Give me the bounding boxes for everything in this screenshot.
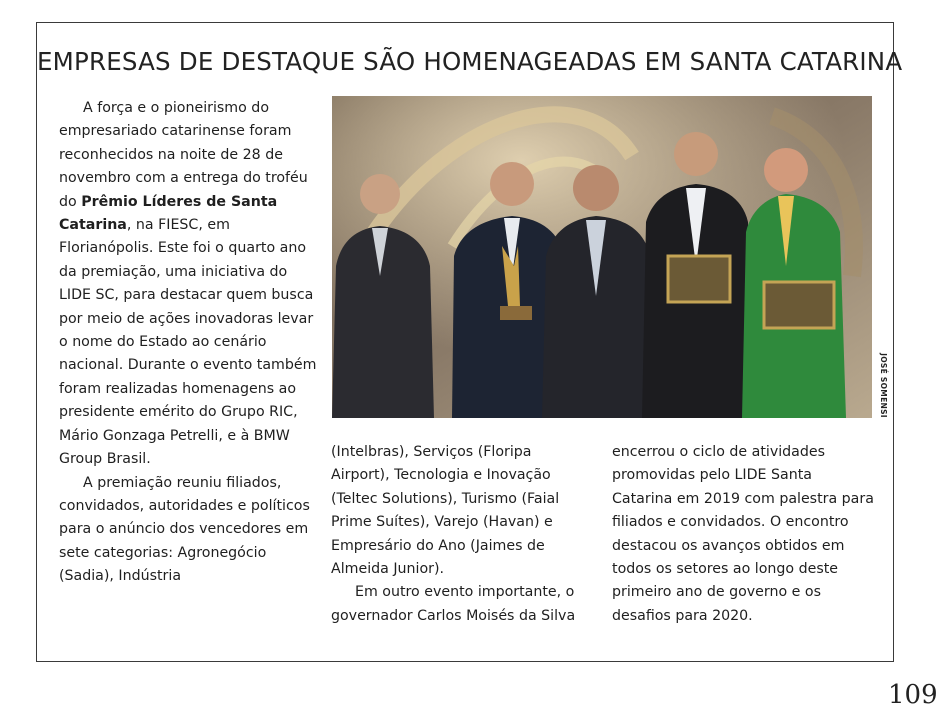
article-frame [36,22,903,662]
event-photo [332,96,872,418]
paragraph-3-continued: encerrou o ciclo de atividades promovidas pelo LIDE Santa Catarina em 2019 com palestra para filiados e convidados. O encontro destacou os avanços obtidos em todos os setores ao longo deste primeiro ano de governo e os desafios para 2020. [612,444,874,624]
paragraph-2: A premiação reuniu filiados, convidados, autoridades e políticos para o anúncio dos vencedores em sete categorias: Agronegócio (Sadia), Indústria [59,474,310,585]
text-column-1 [59,97,321,589]
article-headline: EMPRESAS DE DESTAQUE SÃO HOMENAGEADAS EM SANTA CATARINA [37,47,903,76]
page-number: 109 [888,680,938,710]
photo-credit [875,353,888,418]
text-column-2 [331,441,593,628]
photo-credit-text: JOSÉ SOMENSI [878,353,888,418]
paragraph-3: Em outro evento importante, o governador Carlos Moisés da Silva [331,584,576,624]
text-column-3 [612,441,874,628]
paragraph-1-start: A força e o pioneirismo do empresariado catarinense foram reconhecidos na noite de 28 de novembro com a entrega do troféu do [59,100,308,210]
awards-photo-illustration [332,96,872,418]
award-name: Prêmio Líderes de Santa Catarina [59,193,278,234]
paragraph-1 [59,97,321,472]
paragraph-2-continued: (Intelbras), Serviços (Floripa Airport), Tecnologia e Inovação (Teltec Solutions), Turismo (Faial Prime Suítes), Varejo (Havan) e Empresário do Ano (Jaimes de Almeida Junior). [331,444,560,578]
paragraph-1-end: , na FIESC, em Florianópolis. Este foi o quarto ano da premiação, uma iniciativa do LIDE SC, para destacar quem busca por meio de ações inovadoras levar o nome do Estado ao cenário nacional. Durante o evento também foram realizadas homenagens ao presidente emérito do Grupo RIC, Mário Gonzaga Petrelli, e à BMW Group Brasil. [59,217,317,468]
